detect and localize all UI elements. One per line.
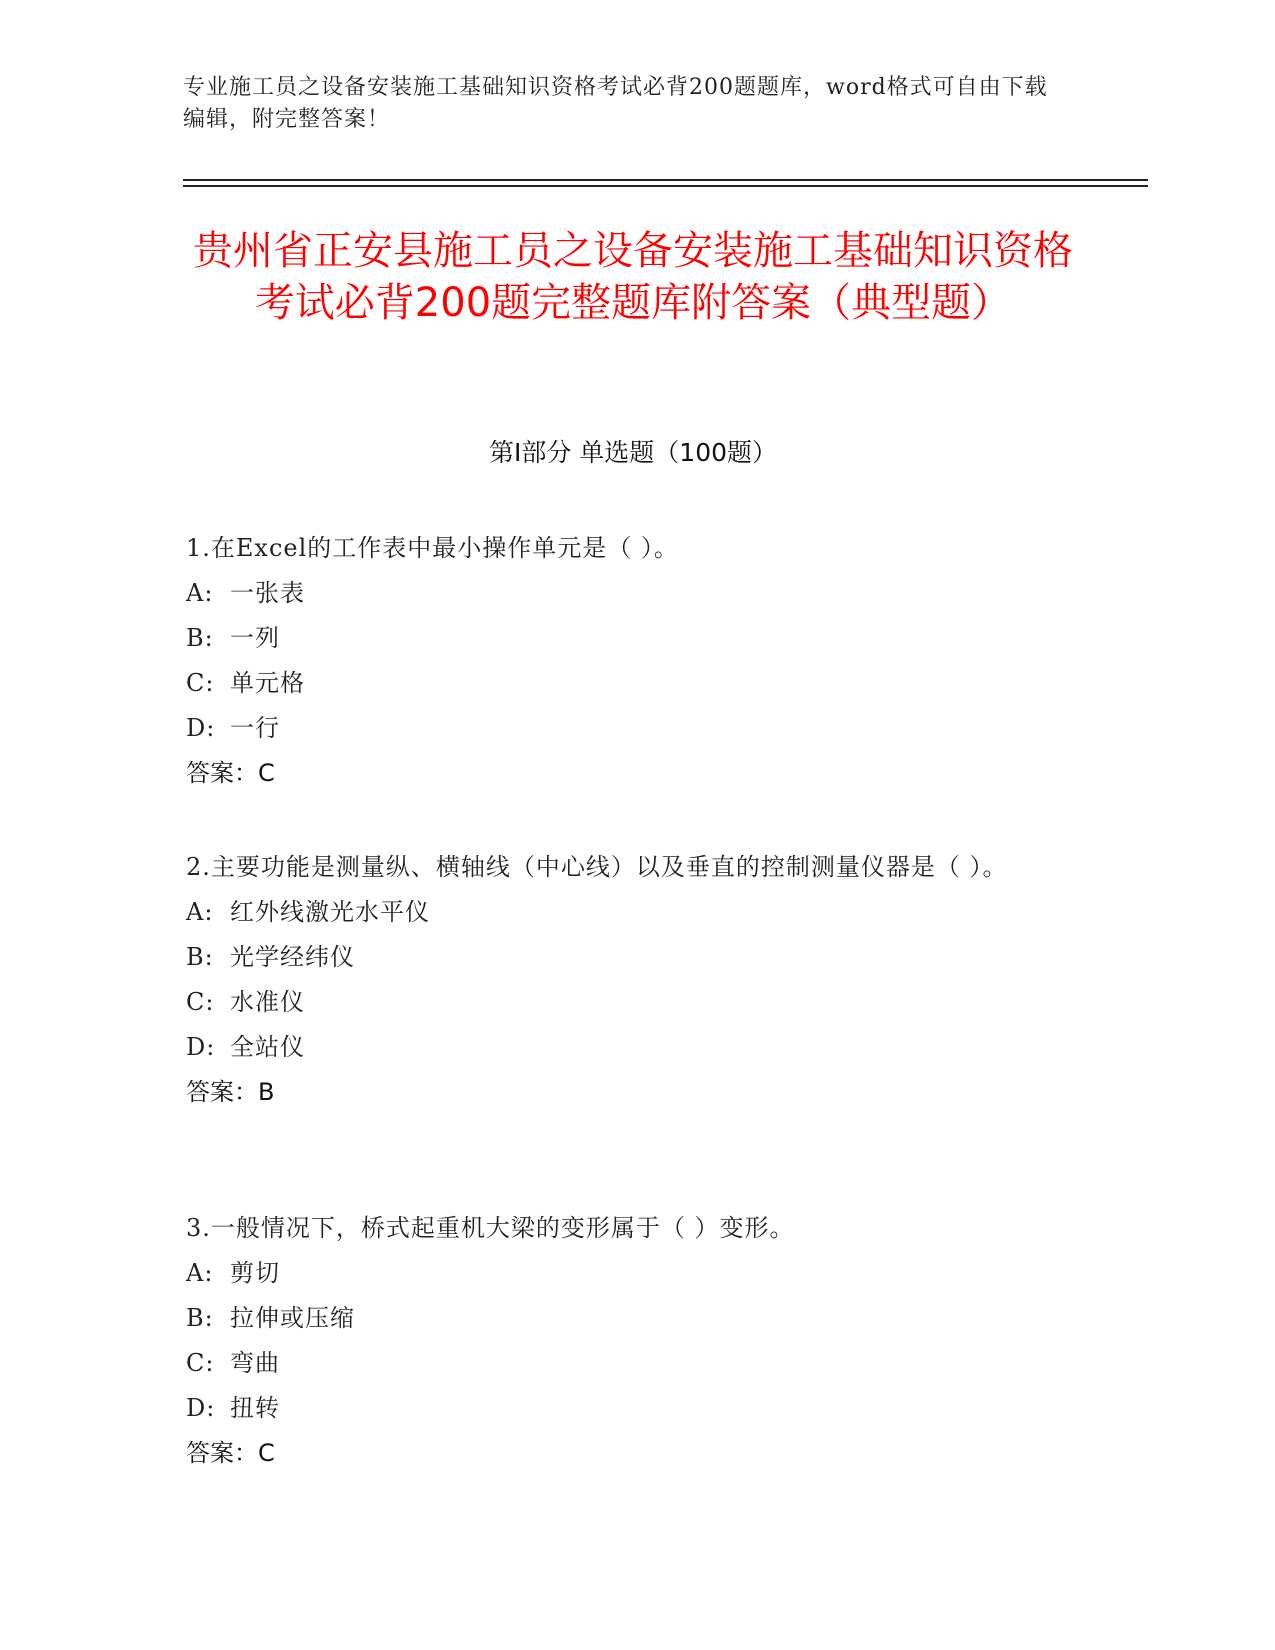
option-letter: D: [186, 1033, 216, 1061]
section-heading: 第I部分 单选题（100题） [488, 438, 778, 467]
answer-line: 答案：B [186, 1078, 275, 1106]
option-text: 剪切 [230, 1259, 280, 1287]
download-note: 专业施工员之设备安装施工基础知识资格考试必背200题题库，word格式可自由下载编辑，附完整答案！ [183, 75, 1048, 132]
option-d [186, 1386, 1076, 1431]
option-text: 弯曲 [230, 1349, 280, 1377]
document-title: 贵州省正安县施工员之设备安装施工基础知识资格考试必背200题完整题库附答案（典型题） [193, 228, 1073, 326]
option-letter: C: [186, 1349, 215, 1377]
option-letter: D: [186, 1394, 216, 1422]
option-letter: A: [186, 898, 214, 926]
option-c [186, 1341, 1076, 1386]
option-text: 光学经纬仪 [230, 943, 355, 971]
header-divider-bottom [183, 185, 1148, 187]
option-a [186, 1251, 1076, 1296]
option-text: 一张表 [230, 579, 305, 607]
question-stem: 3.一般情况下，桥式起重机大梁的变形属于（ ）变形。 [186, 1214, 795, 1242]
option-text: 水准仪 [230, 988, 305, 1016]
option-b [186, 616, 1076, 661]
answer-line: 答案：C [186, 1439, 275, 1467]
option-letter: A: [186, 579, 214, 607]
option-letter: A: [186, 1259, 214, 1287]
option-letter: B: [186, 624, 214, 652]
option-c [186, 661, 1076, 706]
option-text: 拉伸或压缩 [230, 1304, 355, 1332]
question-stem: 1.在Excel的工作表中最小操作单元是（ ）。 [186, 534, 679, 562]
option-a [186, 890, 1076, 935]
question-stem: 2.主要功能是测量纵、横轴线（中心线）以及垂直的控制测量仪器是（ ）。 [186, 853, 1008, 881]
option-letter: C: [186, 988, 215, 1016]
option-letter: B: [186, 1304, 214, 1332]
header-divider-top [183, 179, 1148, 181]
question-3 [186, 1206, 1076, 1476]
option-b [186, 935, 1076, 980]
option-text: 扭转 [230, 1394, 280, 1422]
option-text: 一列 [230, 624, 280, 652]
option-letter: B: [186, 943, 214, 971]
option-letter: D: [186, 714, 216, 742]
option-text: 一行 [230, 714, 280, 742]
option-d [186, 706, 1076, 751]
question-1 [186, 526, 1076, 796]
option-text: 单元格 [230, 669, 305, 697]
option-letter: C: [186, 669, 215, 697]
option-a [186, 571, 1076, 616]
question-2 [186, 845, 1076, 1115]
option-text: 全站仪 [230, 1033, 305, 1061]
option-d [186, 1025, 1076, 1070]
option-b [186, 1296, 1076, 1341]
answer-line: 答案：C [186, 759, 275, 787]
option-text: 红外线激光水平仪 [230, 898, 430, 926]
option-c [186, 980, 1076, 1025]
